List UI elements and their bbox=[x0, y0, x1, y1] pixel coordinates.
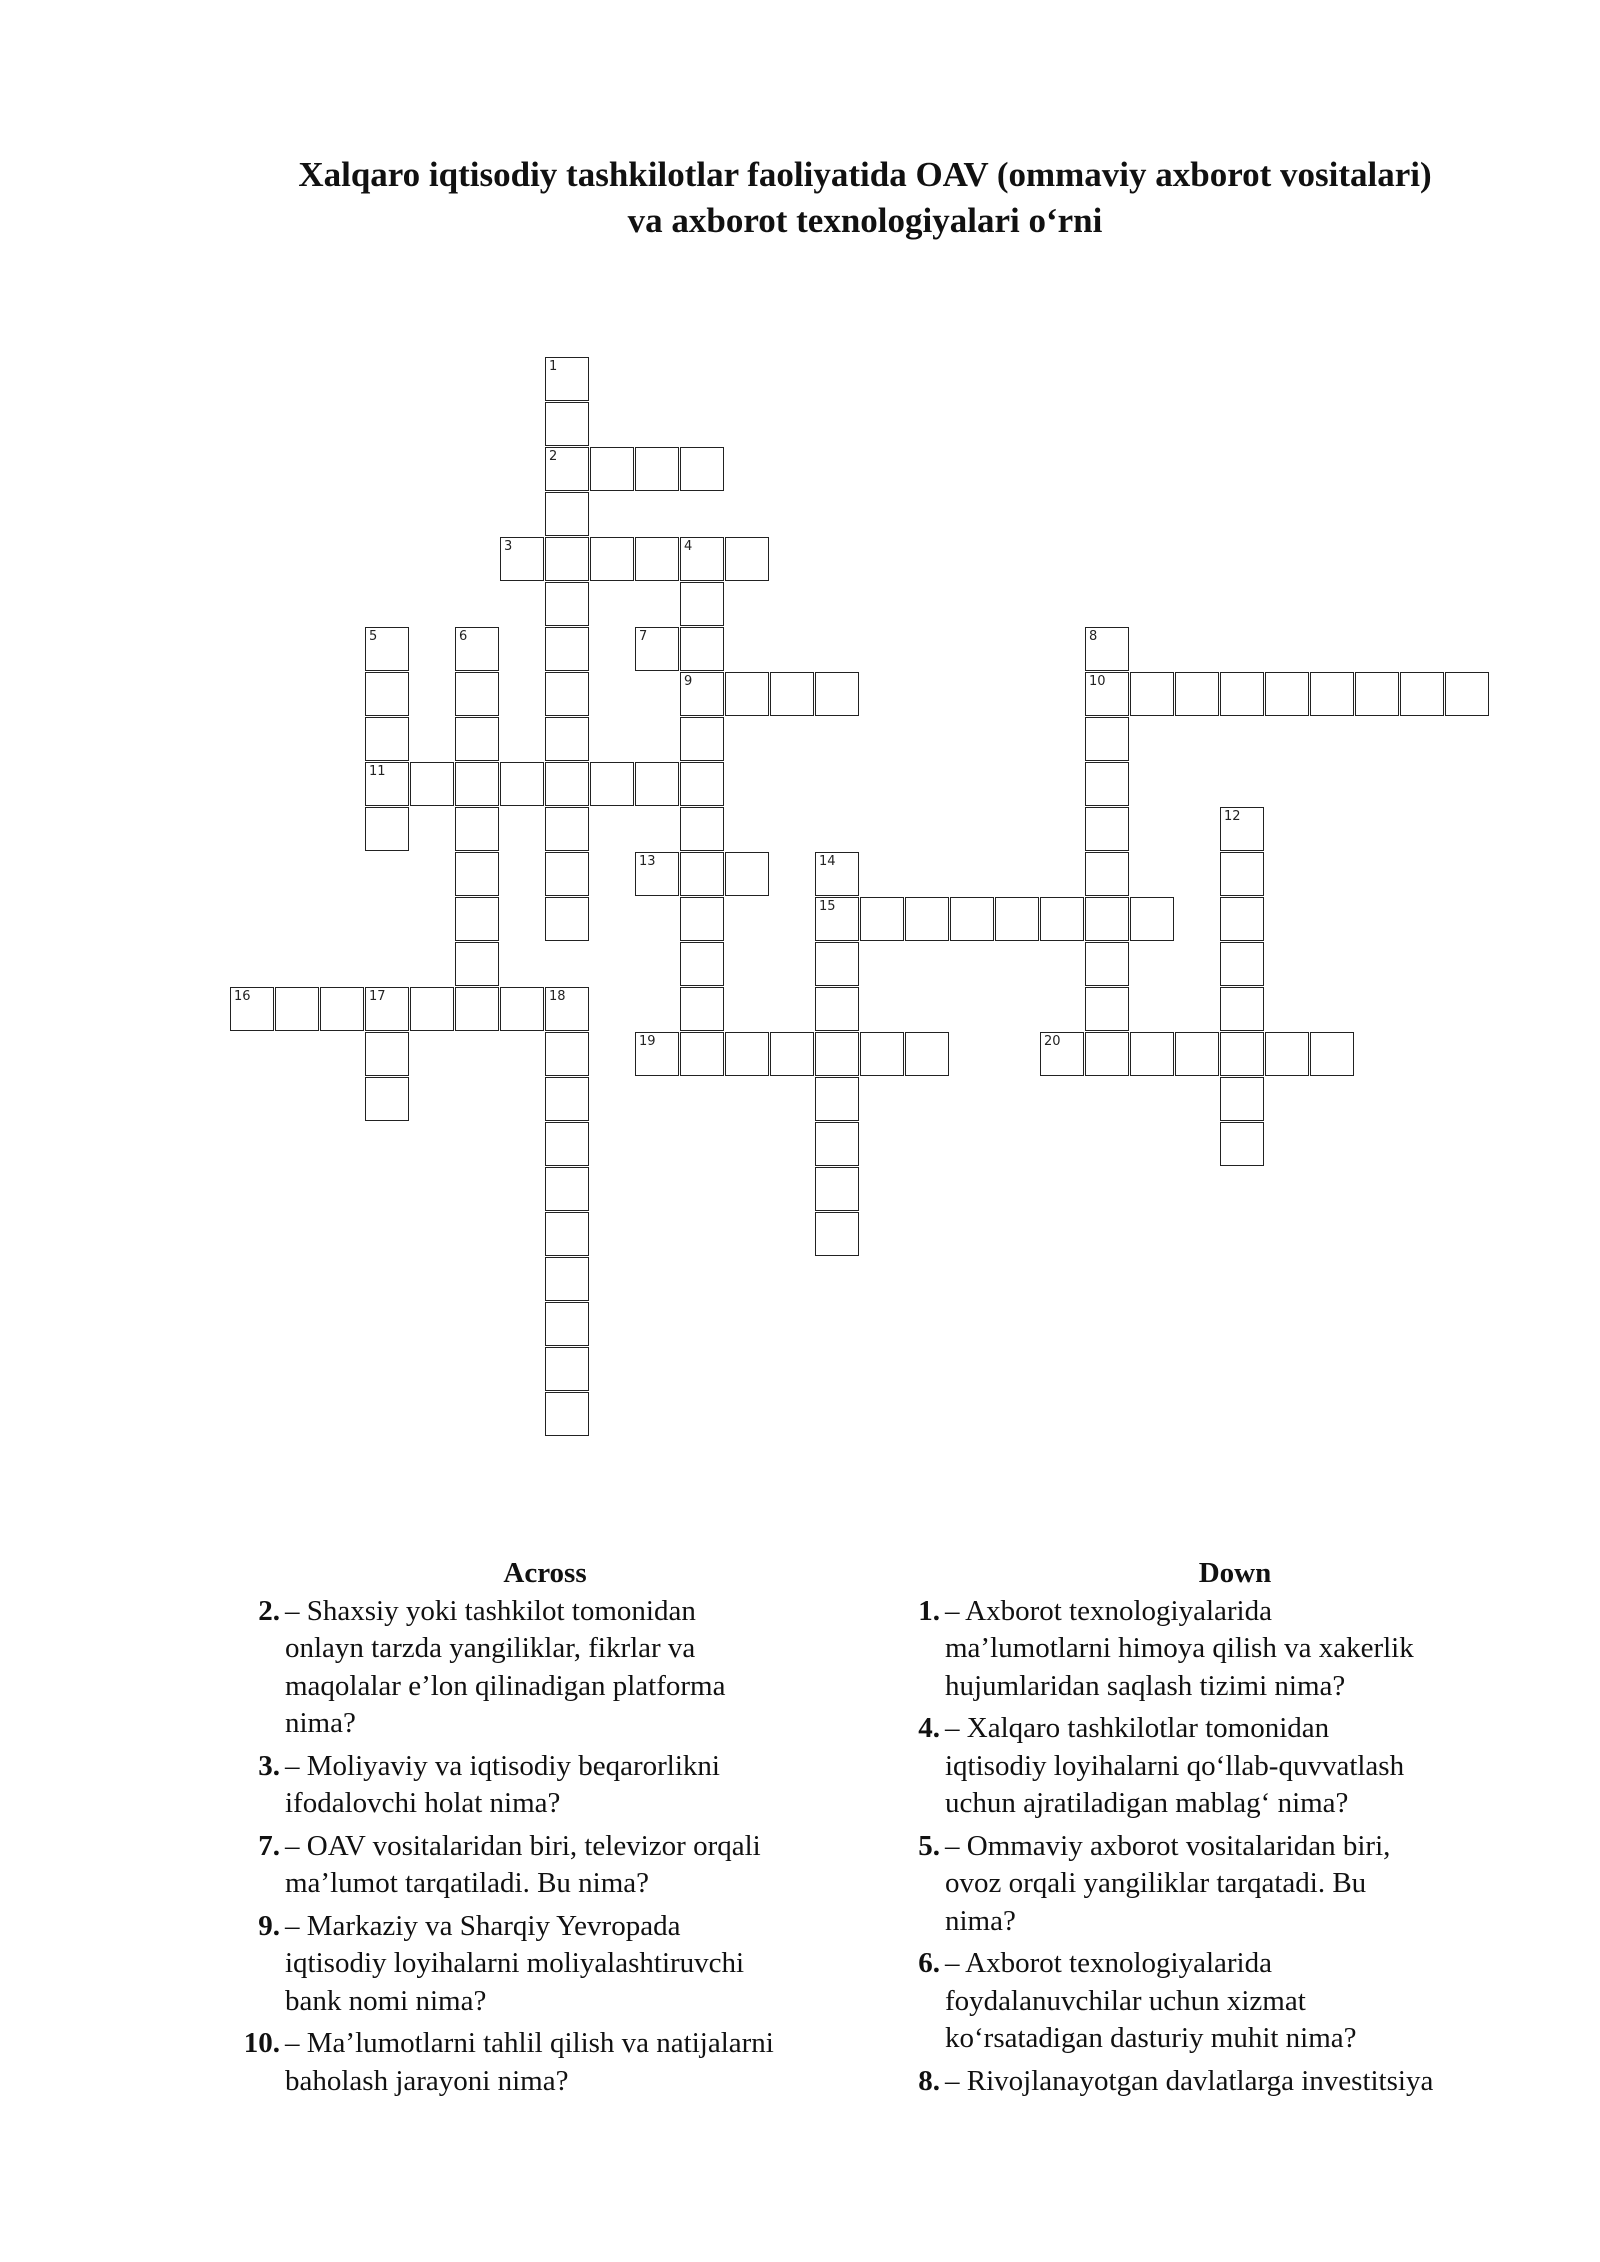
cell-number: 17 bbox=[369, 989, 386, 1004]
crossword-cell[interactable] bbox=[815, 1122, 859, 1166]
crossword-cell[interactable] bbox=[545, 1122, 589, 1166]
crossword-cell[interactable] bbox=[320, 987, 364, 1031]
crossword-cell[interactable] bbox=[680, 987, 724, 1031]
crossword-cell[interactable] bbox=[1085, 672, 1129, 716]
clue-text-line: ma’lumot tarqatiladi. Bu nima? bbox=[285, 1867, 650, 1899]
crossword-cell[interactable] bbox=[1130, 1032, 1174, 1076]
crossword-cell[interactable] bbox=[545, 762, 589, 806]
clue-text-line: – OAV vositalaridan biri, televizor orqali bbox=[285, 1829, 761, 1862]
crossword-cell[interactable] bbox=[500, 987, 544, 1031]
crossword-cell[interactable] bbox=[545, 852, 589, 896]
crossword-cell[interactable] bbox=[815, 1212, 859, 1256]
cell-number: 3 bbox=[504, 539, 513, 554]
clue-text-line: hujumlaridan saqlash tizimi nima? bbox=[945, 1669, 1346, 1702]
crossword-cell[interactable] bbox=[275, 987, 319, 1031]
clue-text-line: – Axborot texnologiyalarida bbox=[945, 1594, 1272, 1627]
crossword-cell[interactable] bbox=[950, 897, 994, 941]
crossword-cell[interactable] bbox=[545, 1347, 589, 1391]
crossword-cell[interactable] bbox=[680, 582, 724, 626]
crossword-cell[interactable] bbox=[635, 447, 679, 491]
crossword-cell[interactable] bbox=[725, 1032, 769, 1076]
crossword-cell[interactable] bbox=[545, 582, 589, 626]
cell-number: 12 bbox=[1224, 809, 1241, 824]
across-heading: Across bbox=[503, 1557, 587, 1589]
cell-number: 6 bbox=[459, 629, 468, 644]
crossword-cell[interactable] bbox=[455, 717, 499, 761]
cell-number: 10 bbox=[1089, 674, 1106, 689]
crossword-cell[interactable] bbox=[1220, 897, 1264, 941]
down-clue-list bbox=[890, 1593, 1580, 2101]
across-clue-list bbox=[230, 1593, 860, 2101]
crossword-cell[interactable] bbox=[680, 762, 724, 806]
cell-number: 13 bbox=[639, 854, 656, 869]
crossword-cell[interactable] bbox=[1085, 987, 1129, 1031]
cell-number: 4 bbox=[684, 539, 693, 554]
down-clue bbox=[890, 2063, 1580, 2101]
clue-number: 1. bbox=[918, 1594, 940, 1627]
crossword-cell[interactable] bbox=[1220, 1077, 1264, 1121]
crossword-cell[interactable] bbox=[410, 762, 454, 806]
crossword-cell[interactable] bbox=[1310, 672, 1354, 716]
cell-number: 5 bbox=[369, 629, 378, 644]
crossword-cell[interactable] bbox=[1265, 1032, 1309, 1076]
down-heading: Down bbox=[1198, 1557, 1272, 1589]
clue-text-line: ifodalovchi holat nima? bbox=[285, 1787, 561, 1819]
clue-text-line: ovoz orqali yangiliklar tarqatadi. Bu bbox=[945, 1867, 1367, 1899]
crossword-cell[interactable] bbox=[815, 1167, 859, 1211]
crossword-cell[interactable] bbox=[545, 627, 589, 671]
crossword-cell[interactable] bbox=[1085, 807, 1129, 851]
clue-text-line: – Ma’lumotlarni tahlil qilish va natijalarni bbox=[285, 2027, 774, 2059]
crossword-cell[interactable] bbox=[1220, 942, 1264, 986]
crossword-cell[interactable] bbox=[635, 1032, 679, 1076]
crossword-cell[interactable] bbox=[455, 897, 499, 941]
clue-text-line: ko‘rsatadigan dasturiy muhit nima? bbox=[945, 2022, 1357, 2054]
clue-number: 7. bbox=[258, 1829, 280, 1862]
across-clue bbox=[230, 1593, 860, 1743]
crossword-cell[interactable] bbox=[1130, 897, 1174, 941]
crossword-cell[interactable] bbox=[545, 897, 589, 941]
crossword-cell[interactable] bbox=[1310, 1032, 1354, 1076]
crossword-cell[interactable] bbox=[590, 537, 634, 581]
crossword-cell[interactable] bbox=[680, 447, 724, 491]
crossword-cell[interactable] bbox=[680, 1032, 724, 1076]
crossword-cell[interactable] bbox=[545, 1032, 589, 1076]
clue-text-line: uchun ajratiladigan mablag‘ nima? bbox=[945, 1787, 1349, 1819]
crossword-cell[interactable] bbox=[1400, 672, 1444, 716]
crossword-cell[interactable] bbox=[1085, 1032, 1129, 1076]
crossword-cell[interactable] bbox=[1175, 1032, 1219, 1076]
clue-number: 5. bbox=[918, 1829, 940, 1862]
title-line-1: Xalqaro iqtisodiy tashkilotlar faoliyatida OAV (ommaviy axborot vositalari) bbox=[298, 155, 1432, 194]
crossword-cell[interactable] bbox=[680, 627, 724, 671]
crossword-cell[interactable] bbox=[455, 807, 499, 851]
crossword-cell[interactable] bbox=[545, 987, 589, 1031]
down-clue bbox=[890, 1945, 1580, 2058]
clue-number: 6. bbox=[918, 1947, 940, 1979]
crossword-cell[interactable] bbox=[365, 672, 409, 716]
crossword-cell[interactable] bbox=[545, 357, 589, 401]
crossword-cell[interactable] bbox=[1040, 897, 1084, 941]
cell-number: 18 bbox=[549, 989, 566, 1004]
crossword-cell[interactable] bbox=[1085, 762, 1129, 806]
crossword-cell[interactable] bbox=[545, 1302, 589, 1346]
clue-text-line: – Xalqaro tashkilotlar tomonidan bbox=[945, 1712, 1330, 1744]
crossword-cell[interactable] bbox=[635, 852, 679, 896]
crossword-cell[interactable] bbox=[860, 897, 904, 941]
clue-number: 4. bbox=[918, 1712, 940, 1744]
crossword-cell[interactable] bbox=[815, 897, 859, 941]
crossword-cell[interactable] bbox=[680, 672, 724, 716]
crossword-cell[interactable] bbox=[455, 627, 499, 671]
crossword-cell[interactable] bbox=[905, 897, 949, 941]
crossword-cell[interactable] bbox=[545, 1212, 589, 1256]
crossword-cell[interactable] bbox=[635, 537, 679, 581]
cell-number: 14 bbox=[819, 854, 836, 869]
crossword-cell[interactable] bbox=[455, 852, 499, 896]
crossword-cell[interactable] bbox=[995, 897, 1039, 941]
title-line-2: va axborot texnologiyalari o‘rni bbox=[627, 201, 1103, 240]
clue-number: 2. bbox=[258, 1594, 280, 1627]
cell-number: 19 bbox=[639, 1034, 656, 1049]
clue-number: 10. bbox=[243, 2027, 280, 2059]
crossword-cell[interactable] bbox=[1265, 672, 1309, 716]
crossword-cell[interactable] bbox=[1085, 852, 1129, 896]
crossword-cell[interactable] bbox=[365, 987, 409, 1031]
across-clue bbox=[230, 1748, 860, 1823]
crossword-cell[interactable] bbox=[545, 537, 589, 581]
cell-number: 11 bbox=[369, 764, 386, 779]
clue-number: 3. bbox=[258, 1749, 280, 1782]
across-clues bbox=[230, 1555, 860, 2105]
crossword-cell[interactable] bbox=[1220, 852, 1264, 896]
crossword-cell[interactable] bbox=[545, 447, 589, 491]
crossword-cell[interactable] bbox=[635, 627, 679, 671]
crossword-cell[interactable] bbox=[680, 537, 724, 581]
crossword-cell[interactable] bbox=[455, 762, 499, 806]
clue-text-line: – Rivojlanayotgan davlatlarga investitsiya bbox=[945, 2064, 1434, 2097]
crossword-cell[interactable] bbox=[815, 852, 859, 896]
crossword-cell[interactable] bbox=[1175, 672, 1219, 716]
crossword-cell[interactable] bbox=[1040, 1032, 1084, 1076]
crossword-cell[interactable] bbox=[365, 627, 409, 671]
clue-text-line: – Ommaviy axborot vositalaridan biri, bbox=[945, 1829, 1391, 1862]
crossword-cell[interactable] bbox=[500, 762, 544, 806]
clue-text-line: baholash jarayoni nima? bbox=[285, 2064, 569, 2097]
crossword-cell[interactable] bbox=[1220, 807, 1264, 851]
crossword-cell[interactable] bbox=[1085, 897, 1129, 941]
down-clue bbox=[890, 1828, 1580, 1941]
crossword-cell[interactable] bbox=[680, 897, 724, 941]
clue-text-line: – Shaxsiy yoki tashkilot tomonidan bbox=[285, 1594, 696, 1627]
crossword-cell[interactable] bbox=[545, 1257, 589, 1301]
crossword-cell[interactable] bbox=[365, 1032, 409, 1076]
crossword-cell[interactable] bbox=[770, 1032, 814, 1076]
clue-number: 9. bbox=[258, 1909, 280, 1942]
down-clue bbox=[890, 1710, 1580, 1823]
crossword-cell[interactable] bbox=[860, 1032, 904, 1076]
clue-text-line: foydalanuvchilar uchun xizmat bbox=[945, 1984, 1306, 2017]
across-clue bbox=[230, 1908, 860, 2021]
crossword-cell[interactable] bbox=[680, 852, 724, 896]
crossword-cell[interactable] bbox=[680, 717, 724, 761]
clue-text-line: bank nomi nima? bbox=[285, 1984, 487, 2017]
crossword-cell[interactable] bbox=[545, 1167, 589, 1211]
clue-text-line: maqolalar e’lon qilinadigan platforma bbox=[285, 1669, 726, 1702]
clue-text-line: iqtisodiy loyihalarni moliyalashtiruvchi bbox=[285, 1947, 745, 1979]
cell-number: 9 bbox=[684, 674, 693, 689]
crossword-cell[interactable] bbox=[590, 762, 634, 806]
crossword-cell[interactable] bbox=[1220, 1032, 1264, 1076]
crossword-cell[interactable] bbox=[455, 672, 499, 716]
crossword-cell[interactable] bbox=[500, 537, 544, 581]
crossword-cell[interactable] bbox=[365, 807, 409, 851]
clue-text-line: – Moliyaviy va iqtisodiy beqarorlikni bbox=[285, 1749, 720, 1782]
crossword-cell[interactable] bbox=[545, 402, 589, 446]
crossword-cell[interactable] bbox=[365, 762, 409, 806]
clue-text-line: nima? bbox=[945, 1904, 1016, 1937]
crossword-cell[interactable] bbox=[545, 1077, 589, 1121]
crossword-cell[interactable] bbox=[815, 987, 859, 1031]
clue-number: 8. bbox=[918, 2064, 940, 2097]
crossword-cell[interactable] bbox=[725, 852, 769, 896]
crossword-cell[interactable] bbox=[1085, 627, 1129, 671]
down-clues bbox=[890, 1555, 1580, 2105]
crossword-cell[interactable] bbox=[1220, 1122, 1264, 1166]
crossword-cell[interactable] bbox=[1220, 672, 1264, 716]
clue-text-line: ma’lumotlarni himoya qilish va xakerlik bbox=[945, 1632, 1414, 1664]
crossword-cell[interactable] bbox=[1085, 942, 1129, 986]
crossword-cell[interactable] bbox=[455, 987, 499, 1031]
crossword-cell[interactable] bbox=[455, 942, 499, 986]
cell-number: 7 bbox=[639, 629, 648, 644]
crossword-cell[interactable] bbox=[365, 1077, 409, 1121]
cell-number: 2 bbox=[549, 449, 558, 464]
crossword-cell[interactable] bbox=[815, 942, 859, 986]
across-clue bbox=[230, 1828, 860, 1903]
cell-number: 8 bbox=[1089, 629, 1098, 644]
down-clue bbox=[890, 1593, 1580, 1706]
cell-number: 20 bbox=[1044, 1034, 1061, 1049]
crossword-cell[interactable] bbox=[545, 492, 589, 536]
crossword-cell[interactable] bbox=[230, 987, 274, 1031]
crossword-cell[interactable] bbox=[680, 807, 724, 851]
crossword-cell[interactable] bbox=[1220, 987, 1264, 1031]
cell-number: 1 bbox=[549, 359, 558, 374]
crossword-cell[interactable] bbox=[815, 1032, 859, 1076]
across-clue bbox=[230, 2025, 860, 2100]
cell-number: 15 bbox=[819, 899, 836, 914]
crossword-cell[interactable] bbox=[590, 447, 634, 491]
crossword-cell[interactable] bbox=[545, 807, 589, 851]
clue-text-line: onlayn tarzda yangiliklar, fikrlar va bbox=[285, 1632, 696, 1664]
crossword-cell[interactable] bbox=[1085, 717, 1129, 761]
crossword-cell[interactable] bbox=[770, 672, 814, 716]
crossword-cell[interactable] bbox=[545, 1392, 589, 1436]
cell-number: 16 bbox=[234, 989, 251, 1004]
crossword-cell[interactable] bbox=[410, 987, 454, 1031]
crossword-cell[interactable] bbox=[1130, 672, 1174, 716]
clue-text-line: – Axborot texnologiyalarida bbox=[945, 1947, 1272, 1979]
crossword-cell[interactable] bbox=[815, 672, 859, 716]
crossword-cell[interactable] bbox=[545, 717, 589, 761]
crossword-cell[interactable] bbox=[1355, 672, 1399, 716]
clue-text-line: – Markaziy va Sharqiy Yevropada bbox=[285, 1909, 681, 1942]
clue-text-line: iqtisodiy loyihalarni qo‘llab-quvvatlash bbox=[945, 1749, 1405, 1782]
crossword-cell[interactable] bbox=[725, 537, 769, 581]
clue-text-line: nima? bbox=[285, 1707, 356, 1739]
crossword-cell[interactable] bbox=[905, 1032, 949, 1076]
crossword-cell[interactable] bbox=[365, 717, 409, 761]
crossword-cell[interactable] bbox=[635, 762, 679, 806]
crossword-cell[interactable] bbox=[545, 672, 589, 716]
crossword-cell[interactable] bbox=[1445, 672, 1489, 716]
crossword-cell[interactable] bbox=[680, 942, 724, 986]
crossword-cell[interactable] bbox=[725, 672, 769, 716]
crossword-cell[interactable] bbox=[815, 1077, 859, 1121]
